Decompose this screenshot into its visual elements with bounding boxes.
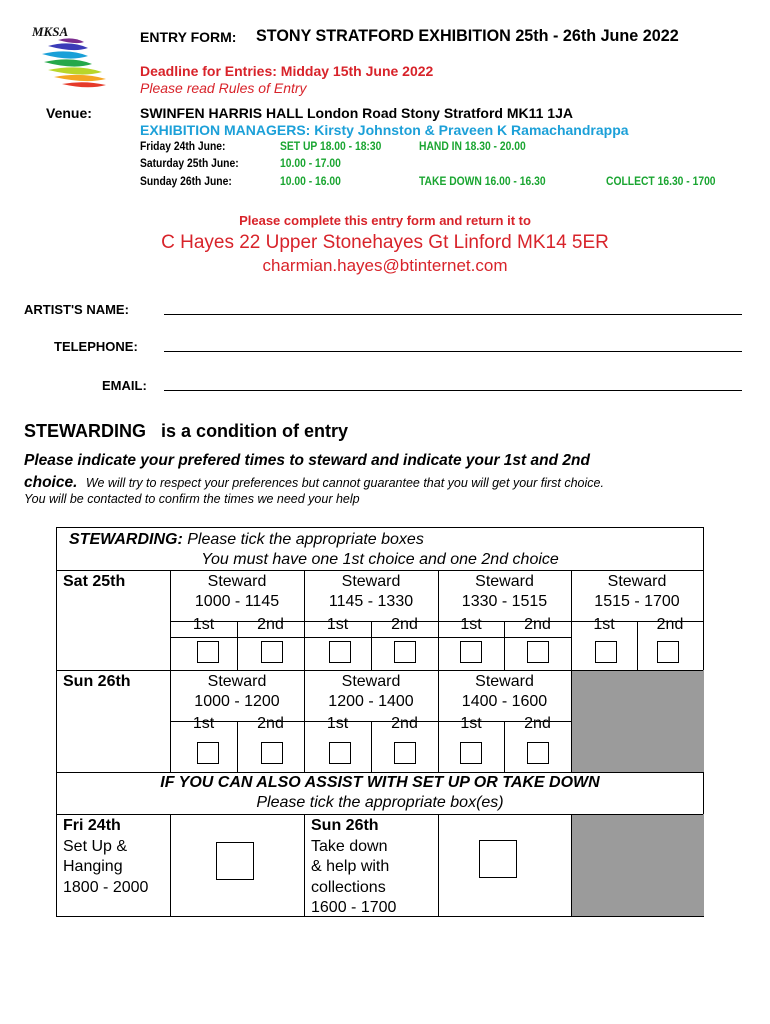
- sat-slot1-steward: Steward: [207, 573, 267, 590]
- table-title-bold: STEWARDING:: [69, 531, 183, 548]
- sun-slot3-2nd-label: 2nd: [524, 715, 551, 732]
- sat-slot2-steward: Steward: [341, 573, 401, 590]
- stewarding-table: [56, 527, 704, 917]
- sun-takedown-line2: & help with: [311, 858, 390, 875]
- exhibition-managers: EXHIBITION MANAGERS: Kirsty Johnston & Praveen K Ramachandrappa: [140, 122, 629, 138]
- fri-setup-cell: [63, 816, 148, 898]
- choice-word: choice.: [24, 474, 78, 491]
- sun-slot2-1st-label: 1st: [326, 715, 349, 732]
- sat-slot3-2nd-label: 2nd: [524, 616, 551, 633]
- sun-slot1-2nd-checkbox[interactable]: [261, 742, 283, 764]
- sat-slot3-2nd-checkbox[interactable]: [527, 641, 549, 663]
- sun-slot2-2nd-checkbox[interactable]: [394, 742, 416, 764]
- sat-slot1-1st-label: 1st: [192, 616, 215, 633]
- deadline-text: Deadline for Entries: Midday 15th June 2022: [140, 63, 434, 79]
- sun-slot2-time: 1200 - 1400: [328, 693, 414, 710]
- contact-note: You will be contacted to confirm the times we need your help: [24, 492, 360, 506]
- table-subtitle: You must have one 1st choice and one 2nd choice: [201, 551, 559, 568]
- sun-slot3-steward: Steward: [475, 673, 534, 690]
- sun-takedown-cell: [311, 816, 396, 919]
- sat-slot4-2nd-label: 2nd: [656, 616, 684, 633]
- sat-slot3-steward: Steward: [475, 573, 534, 590]
- sun-slot1-steward: Steward: [207, 673, 267, 690]
- return-instruction: Please complete this entry form and return it to: [239, 213, 531, 228]
- sat-slot3-1st-checkbox[interactable]: [460, 641, 482, 663]
- sun-slot1-1st-label: 1st: [192, 715, 215, 732]
- friday-setup-time: SET UP 18.00 - 18:30: [280, 139, 382, 153]
- sat-slot3-1st-label: 1st: [460, 616, 482, 633]
- sat-slot2-1st-label: 1st: [326, 616, 349, 633]
- sunday-hours: 10.00 - 16.00: [280, 174, 341, 188]
- fri-setup-checkbox[interactable]: [216, 842, 254, 880]
- telephone-label: TELEPHONE:: [54, 339, 138, 354]
- table-title-rest: Please tick the appropriate boxes: [187, 531, 424, 548]
- stewarding-instruction-line2: [24, 474, 604, 492]
- sat-slot4-time: 1515 - 1700: [594, 593, 680, 610]
- saturday-label: Saturday 25th June:: [140, 156, 239, 170]
- sunday-label: Sunday 26th June:: [140, 174, 232, 188]
- sat-slot2-2nd-checkbox[interactable]: [394, 641, 416, 663]
- sunday-takedown-time: TAKE DOWN 16.00 - 16.30: [419, 174, 546, 188]
- return-email: charmian.hayes@btinternet.com: [262, 256, 508, 275]
- sat-slot4-2nd-checkbox[interactable]: [657, 641, 679, 663]
- email-field[interactable]: [164, 390, 742, 391]
- assist-subheading: Please tick the appropriate box(es): [256, 794, 504, 811]
- mksa-logo: [28, 22, 120, 94]
- sat-row-label: Sat 25th: [63, 573, 126, 590]
- friday-label: Friday 24th June:: [140, 139, 226, 153]
- fri-setup-line2: Hanging: [63, 858, 123, 875]
- sun-takedown-title: Sun 26th: [311, 817, 379, 834]
- sun-slot1-time: 1000 - 1200: [194, 693, 280, 710]
- return-address: C Hayes 22 Upper Stonehayes Gt Linford MK14 5ER: [161, 232, 609, 253]
- sat-slot2-2nd-label: 2nd: [391, 616, 418, 633]
- sat-slot3-time: 1330 - 1515: [461, 593, 548, 610]
- friday-handin-time: HAND IN 18.30 - 20.00: [419, 139, 526, 153]
- assist-heading: IF YOU CAN ALSO ASSIST WITH SET UP OR TAKE DOWN: [160, 774, 600, 791]
- sunday-collect-time: COLLECT 16.30 - 1700: [606, 174, 716, 188]
- venue-label: Venue:: [46, 105, 92, 121]
- fri-setup-line1: Set Up &: [63, 837, 128, 855]
- sun-slot2-steward: Steward: [341, 673, 401, 690]
- sun-takedown-line4: 1600 - 1700: [311, 899, 397, 916]
- exhibition-title: STONY STRATFORD EXHIBITION 25th - 26th June 2022: [256, 26, 679, 45]
- sun-takedown-checkbox[interactable]: [479, 840, 517, 878]
- sat-slot1-2nd-checkbox[interactable]: [261, 641, 283, 663]
- stewarding-heading-word: STEWARDING: [24, 421, 147, 441]
- fri-setup-line3: 1800 - 2000: [63, 878, 149, 896]
- sun-slot3-2nd-checkbox[interactable]: [527, 742, 549, 764]
- saturday-hours: 10.00 - 17.00: [280, 156, 341, 170]
- stewarding-instruction-line1: Please indicate your prefered times to steward and indicate your 1st and 2nd: [24, 452, 590, 469]
- sun-slot3-time: 1400 - 1600: [461, 693, 548, 710]
- stewarding-heading-suffix: is a condition of entry: [161, 421, 349, 441]
- preference-note: We will try to respect your preferences but cannot guarantee that you will get your first choice.: [85, 476, 604, 490]
- telephone-field[interactable]: [164, 351, 742, 352]
- sat-slot2-time: 1145 - 1330: [328, 593, 414, 610]
- unavailable-slot-assist: [571, 814, 704, 916]
- sat-slot4-1st-label: 1st: [593, 616, 615, 633]
- sun-takedown-line1: Take down: [311, 837, 388, 855]
- sun-slot3-1st-checkbox[interactable]: [460, 742, 482, 764]
- sun-slot1-1st-checkbox[interactable]: [197, 742, 219, 764]
- artist-name-label: ARTIST'S NAME:: [24, 302, 129, 317]
- read-rules-text: Please read Rules of Entry: [140, 80, 307, 96]
- logo-text: MKSA: [32, 24, 69, 39]
- fri-setup-title: Fri 24th: [63, 817, 121, 834]
- sat-slot1-1st-checkbox[interactable]: [197, 641, 219, 663]
- sun-slot2-1st-checkbox[interactable]: [329, 742, 351, 764]
- sat-slot4-1st-checkbox[interactable]: [595, 641, 617, 663]
- email-label: EMAIL:: [102, 378, 147, 393]
- stewarding-heading: [24, 421, 348, 442]
- sat-slot1-2nd-label: 2nd: [257, 616, 284, 633]
- sun-slot2-2nd-label: 2nd: [391, 715, 418, 732]
- sat-slot1-time: 1000 - 1145: [194, 593, 280, 610]
- artist-name-field[interactable]: [164, 314, 742, 315]
- sun-row-label: Sun 26th: [63, 673, 131, 690]
- sun-slot3-1st-label: 1st: [460, 715, 482, 732]
- sat-slot2-1st-checkbox[interactable]: [329, 641, 351, 663]
- sat-slot4-steward: Steward: [607, 573, 667, 590]
- entry-form-label: ENTRY FORM:: [140, 29, 237, 45]
- sun-slot1-2nd-label: 2nd: [257, 715, 284, 732]
- unavailable-slot-sun: [571, 670, 704, 772]
- venue-address: SWINFEN HARRIS HALL London Road Stony Stratford MK11 1JA: [140, 105, 573, 121]
- table-title: [69, 531, 424, 549]
- mksa-logo-graphic: [28, 22, 120, 94]
- sun-takedown-line3: collections: [311, 878, 386, 896]
